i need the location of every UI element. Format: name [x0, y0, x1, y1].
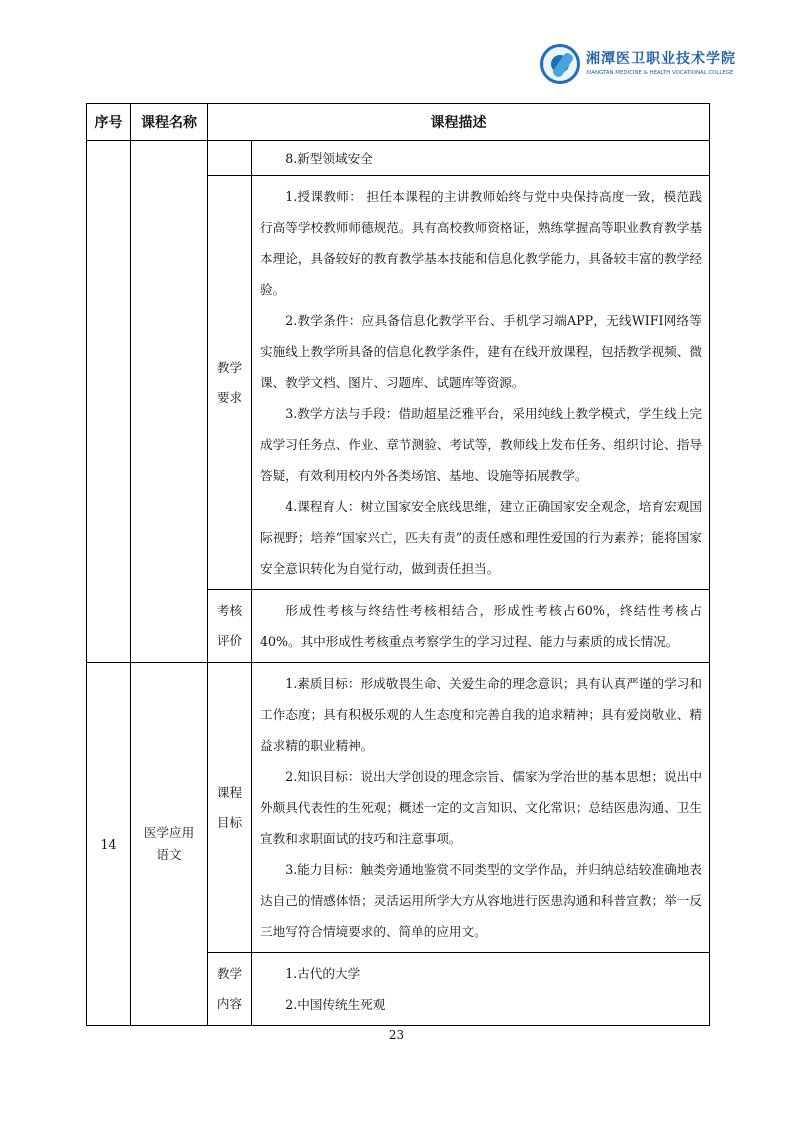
- assessment-text: 形成性考核与终结性考核相结合，形成性考核占60%，终结性考核占40%。其中形成性考核重点考察学生的学习过程、能力与素质的成长情况。: [260, 603, 702, 649]
- college-emblem-icon: [540, 44, 580, 84]
- seq-number: 14: [87, 663, 131, 1026]
- logo-english-name: XIANGTAN MEDICINE & HEALTH VOCATIONAL COLLEGE: [586, 70, 734, 76]
- label-cell-empty: [208, 141, 252, 176]
- label-teaching-requirements: 教学 要求: [208, 176, 252, 590]
- name-cell-empty: [131, 141, 208, 663]
- requirement-item: 2.教学条件：应具备信息化教学平台、手机学习端APP，无线WIFI网络等实施线上教学所具备的信息化教学条件，建有在线开放课程，包括教学视频、微课、教学文档、图片、习题库、试题库等资源。: [260, 313, 702, 390]
- label-assessment: 考核 评价: [208, 590, 252, 663]
- seq-cell-empty: [87, 141, 131, 663]
- requirement-item: 4.课程育人：树立国家安全底线思维，建立正确国家安全观念，培育宏观国际视野；培养“国家兴亡，匹夫有责”的责任感和理性爱国的行为素养；能将国家安全意识转化为自觉行动，做到责任担当。: [260, 499, 702, 576]
- desc-cell-assessment: [252, 590, 710, 663]
- desc-cell-goals: [252, 663, 710, 953]
- table-row: [87, 663, 710, 953]
- header-course-name: 课程名称: [131, 104, 208, 141]
- course-name: 医学应用 语文: [131, 663, 208, 1026]
- table-row: [87, 141, 710, 176]
- requirement-item: 1.授课教师： 担任本课程的主讲教师始终与党中央保持高度一致，模范践行高等学校教师师德规范。具有高校教师资格证，熟练掌握高等职业教育教学基本理论，具备较好的教育教学基本技能和信息化教学能力，具备较丰富的教学经验。: [260, 189, 702, 297]
- header-course-desc: 课程描述: [208, 104, 710, 141]
- goal-item: 1.素质目标：形成敬畏生命、关爱生命的理念意识；具有认真严谨的学习和工作态度；具有积极乐观的人生态度和完善自我的追求精神；具有爱岗敬业、精益求精的职业精神。: [260, 676, 702, 753]
- college-logo: [540, 44, 736, 86]
- logo-chinese-name: 湘潭医卫职业技术学院: [586, 51, 736, 67]
- table-header-row: [87, 104, 710, 141]
- desc-cell-requirements: [252, 176, 710, 590]
- goal-item: 3.能力目标：触类旁通地鉴赏不同类型的文学作品，并归纳总结较准确地表达自己的情感体悟；灵活运用所学大方从容地进行医患沟通和科普宣教；举一反三地写符合情境要求的、简单的应用文。: [260, 862, 702, 939]
- content-item: 8.新型领域安全: [285, 150, 373, 166]
- desc-cell: [252, 141, 710, 176]
- content-item: 1.古代的大学: [285, 966, 361, 981]
- page-number: 23: [388, 1028, 405, 1042]
- desc-cell-content: [252, 953, 710, 1026]
- label-course-goals: 课程 目标: [208, 663, 252, 953]
- header-seq: 序号: [87, 104, 131, 141]
- content-item: 2.中国传统生死观: [285, 997, 386, 1012]
- course-table: [86, 103, 710, 1026]
- goal-item: 2.知识目标：说出大学创设的理念宗旨、儒家为学治世的基本思想；说出中外颇具代表性的生死观；概述一定的文言知识、文化常识；总结医患沟通、卫生宣教和求职面试的技巧和注意事项。: [260, 769, 702, 846]
- label-teaching-content: 教学 内容: [208, 953, 252, 1026]
- requirement-item: 3.教学方法与手段：借助超星泛雅平台，采用纯线上教学模式，学生线上完成学习任务点、作业、章节测验、考试等，教师线上发布任务、组织讨论、指导答疑，有效利用校内外各类场馆、基地、设施等拓展教学。: [260, 406, 702, 483]
